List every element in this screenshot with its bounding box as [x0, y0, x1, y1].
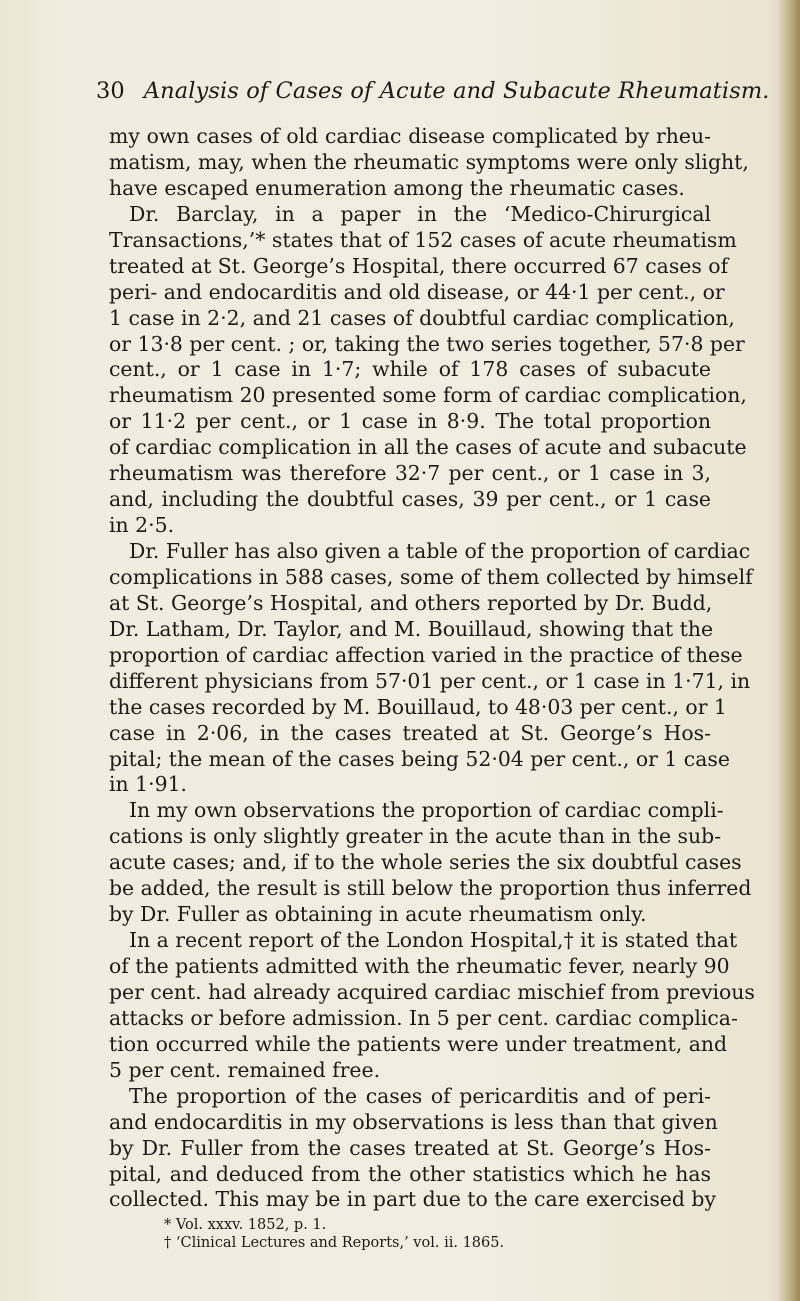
text-line: or 13·8 per cent. ; or, taking the two series together, 57·8 per — [109, 331, 745, 356]
text-line: proportion of cardiac affection varied in the practice of these — [109, 642, 743, 667]
text-line: 1 case in 2·2, and 21 cases of doubtful cardiac complication, — [109, 305, 735, 330]
text-line: In my own observations the proportion of cardiac compli- — [129, 798, 724, 823]
text-line: of the patients admitted with the rheumatic fever, nearly 90 — [109, 954, 730, 978]
text-line: at St. George’s Hospital, and others reported by Dr. Budd, — [109, 590, 713, 615]
text-line: in 1·91. — [109, 772, 188, 797]
text-line: In a recent report of the London Hospital,† it is stated that — [129, 928, 738, 953]
page-edge-shadow — [778, 0, 800, 1301]
text-line: attacks or before admission. In 5 per cent. cardiac complica- — [109, 1005, 738, 1030]
footnote-2: † ‘Clinical Lectures and Reports,’ vol. ii. 1865. — [164, 1235, 505, 1251]
text-line: treated at St. George’s Hospital, there occurred 67 cases of — [109, 253, 729, 278]
text-line: by Dr. Fuller as obtaining in acute rheumatism only. — [109, 902, 647, 927]
text-line: per cent. had already acquired cardiac mischief from previous — [109, 979, 755, 1004]
text-line: and endocarditis in my observations is less than that given — [109, 1109, 718, 1134]
text-line: or 11·2 per cent., or 1 case in 8·9. The total proportion — [109, 409, 711, 434]
text-line: Dr. Latham, Dr. Taylor, and M. Bouillaud, showing that the — [109, 616, 714, 641]
text-line: Transactions,’* states that of 152 cases of acute rheumatism — [109, 227, 737, 252]
text-line: pital; the mean of the cases being 52·04 per cent., or 1 case — [109, 746, 730, 771]
text-line: The proportion of the cases of pericarditis and of peri- — [129, 1083, 711, 1108]
text-line: pital, and deduced from the other statistics which he has — [109, 1161, 711, 1186]
body-text — [109, 124, 755, 1213]
text-line: have escaped enumeration among the rheumatic cases. — [109, 175, 685, 200]
footnote-1: * Vol. xxxv. 1852, p. 1. — [164, 1217, 327, 1233]
text-line: cations is only slightly greater in the acute than in the sub- — [109, 824, 722, 849]
text-line: in 2·5. — [109, 513, 175, 538]
text-line: case in 2·06, in the cases treated at St. George’s Hos- — [109, 720, 711, 745]
page-number: 30 — [96, 78, 125, 104]
text-line: rheumatism was therefore 32·7 per cent., or 1 case in 3, — [109, 461, 711, 486]
text-line: peri- and endocarditis and old disease, or 44·1 per cent., or — [109, 279, 725, 304]
text-line: 5 per cent. remained free. — [109, 1057, 381, 1082]
text-line: tion occurred while the patients were under treatment, and — [109, 1031, 728, 1056]
text-line: cent., or 1 case in 1·7; while of 178 cases of subacute — [109, 357, 711, 382]
text-line: acute cases; and, if to the whole series the six doubtful cases — [109, 850, 742, 875]
text-line: by Dr. Fuller from the cases treated at St. George’s Hos- — [109, 1135, 711, 1160]
text-line: be added, the result is still below the proportion thus inferred — [109, 876, 752, 901]
text-line: Dr. Fuller has also given a table of the proportion of cardiac — [129, 539, 751, 563]
text-line: collected. This may be in part due to the care exercised by — [109, 1187, 716, 1212]
text-line: rheumatism 20 presented some form of cardiac complication, — [109, 383, 747, 408]
text-line: different physicians from 57·01 per cent., or 1 case in 1·71, in — [109, 668, 751, 693]
text-line: complications in 588 cases, some of them collected by himself — [109, 564, 753, 589]
text-line: Dr. Barclay, in a paper in the ‘Medico-Chirurgical — [129, 201, 711, 226]
text-line: my own cases of old cardiac disease complicated by rheu- — [109, 124, 711, 148]
running-header — [96, 78, 770, 104]
running-title: Analysis of Cases of Acute and Subacute Rheumatism. — [143, 78, 770, 104]
text-line: the cases recorded by M. Bouillaud, to 48·03 per cent., or 1 — [109, 694, 727, 719]
footnotes — [164, 1216, 704, 1252]
text-line: and, including the doubtful cases, 39 per cent., or 1 case — [109, 487, 711, 512]
text-line: of cardiac complication in all the cases of acute and subacute — [109, 435, 747, 460]
text-line: matism, may, when the rheumatic symptoms were only slight, — [109, 149, 749, 174]
